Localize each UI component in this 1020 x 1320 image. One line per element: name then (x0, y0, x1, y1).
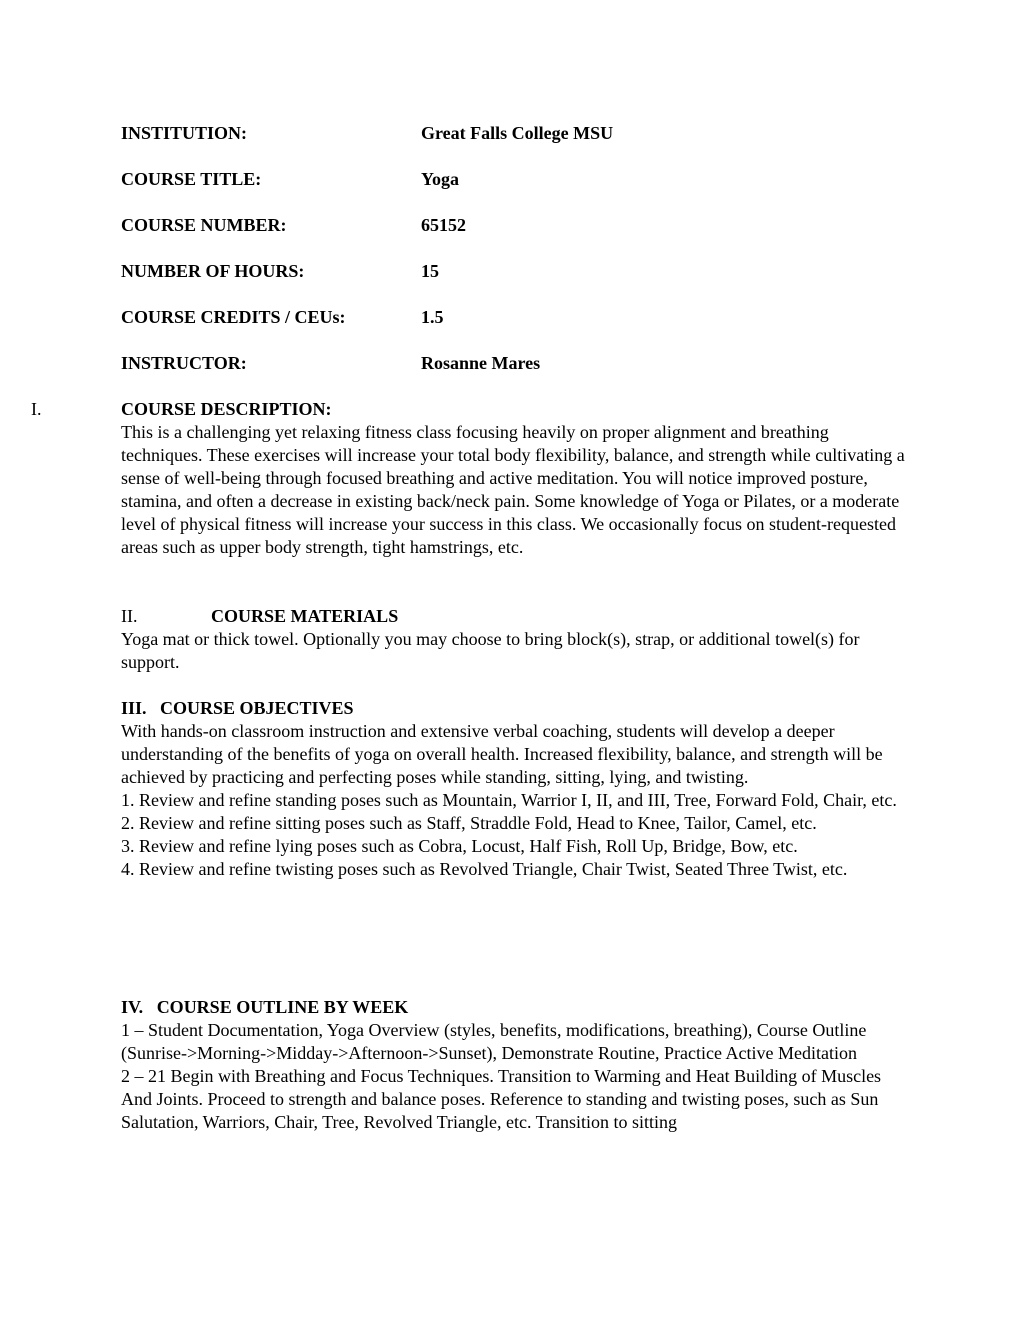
course-title-label: COURSE TITLE: (121, 169, 262, 189)
number-of-hours-label: NUMBER OF HOURS: (121, 261, 305, 281)
objectives-section-title: COURSE OBJECTIVES (160, 698, 354, 718)
description-text: This is a challenging yet relaxing fitness class focusing heavily on proper alignment and breathing techniques. These exercises will increase your total body flexibility, balance, and strength while cultivating a sense of well-being through focused breathing and active meditation. You will notice improved posture, stamina, and often a decrease in existing back/neck pain. Some knowledge of Yoga or Pilates, or a moderate level of physical fitness will increase your success in this class. We occasionally focus on student-requested areas such as upper body strength, tight hamstrings, etc. (121, 422, 905, 557)
objectives-intro: With hands-on classroom instruction and extensive verbal coaching, students will develop a deeper understanding of the benefits of yoga on overall health. Increased flexibility, balance, and strength will be achieved by practicing and perfecting poses while standing, sitting, lying, and twisting. (121, 721, 883, 787)
objectives-section-number: III. (121, 698, 147, 718)
objectives-item: 3. Review and refine lying poses such as Cobra, Locust, Half Fish, Roll Up, Bridge, Bow, etc. (121, 836, 798, 856)
objectives-item: 1. Review and refine standing poses such as Mountain, Warrior I, II, and III, Tree, Forward Fold, Chair, etc. (121, 790, 897, 810)
objectives-section-heading (121, 697, 354, 720)
description-section-title: COURSE DESCRIPTION: (121, 399, 332, 419)
materials-section-heading (121, 605, 398, 628)
objectives-body (121, 720, 911, 881)
materials-text: Yoga mat or thick towel. Optionally you may choose to bring block(s), strap, or additional towel(s) for support. (121, 629, 860, 672)
outline-section-number: IV. (121, 997, 144, 1017)
course-title-value: Yoga (421, 169, 460, 189)
course-number-label: COURSE NUMBER: (121, 215, 287, 235)
course-credits-label: COURSE CREDITS / CEUs: (121, 307, 346, 327)
course-credits-value: 1.5 (421, 307, 444, 327)
materials-section-title: COURSE MATERIALS (211, 606, 399, 626)
instructor-label: INSTRUCTOR: (121, 353, 247, 373)
number-of-hours-value: 15 (421, 261, 439, 281)
institution-value: Great Falls College MSU (421, 123, 614, 143)
description-body (121, 421, 911, 559)
outline-section-heading (121, 996, 408, 1019)
objectives-item: 2. Review and refine sitting poses such as Staff, Straddle Fold, Head to Knee, Tailor, Camel, etc. (121, 813, 817, 833)
description-section-number: I. (31, 399, 42, 419)
objectives-item: 4. Review and refine twisting poses such as Revolved Triangle, Chair Twist, Seated Three Twist, etc. (121, 859, 848, 879)
outline-section-title: COURSE OUTLINE BY WEEK (156, 997, 409, 1017)
course-number-value: 65152 (421, 215, 466, 235)
outline-item: 1 – Student Documentation, Yoga Overview (styles, benefits, modifications, breathing), Course Outline (Sunrise->Morning->Midday->Afternoon->Sunset), Demonstrate Routine, Practice Active Meditation (121, 1020, 867, 1063)
institution-label: INSTITUTION: (121, 123, 248, 143)
outline-item: 2 – 21 Begin with Breathing and Focus Techniques. Transition to Warming and Heat Building of Muscles And Joints. Proceed to strength and balance poses. Reference to standing and twisting poses, such as Sun Salutation, Warriors, Chair, Tree, Revolved Triangle, etc. Transition to sitting (121, 1066, 882, 1132)
materials-section-number: II. (121, 606, 138, 626)
materials-body (121, 628, 911, 674)
outline-body (121, 1019, 911, 1134)
instructor-value: Rosanne Mares (421, 353, 541, 373)
